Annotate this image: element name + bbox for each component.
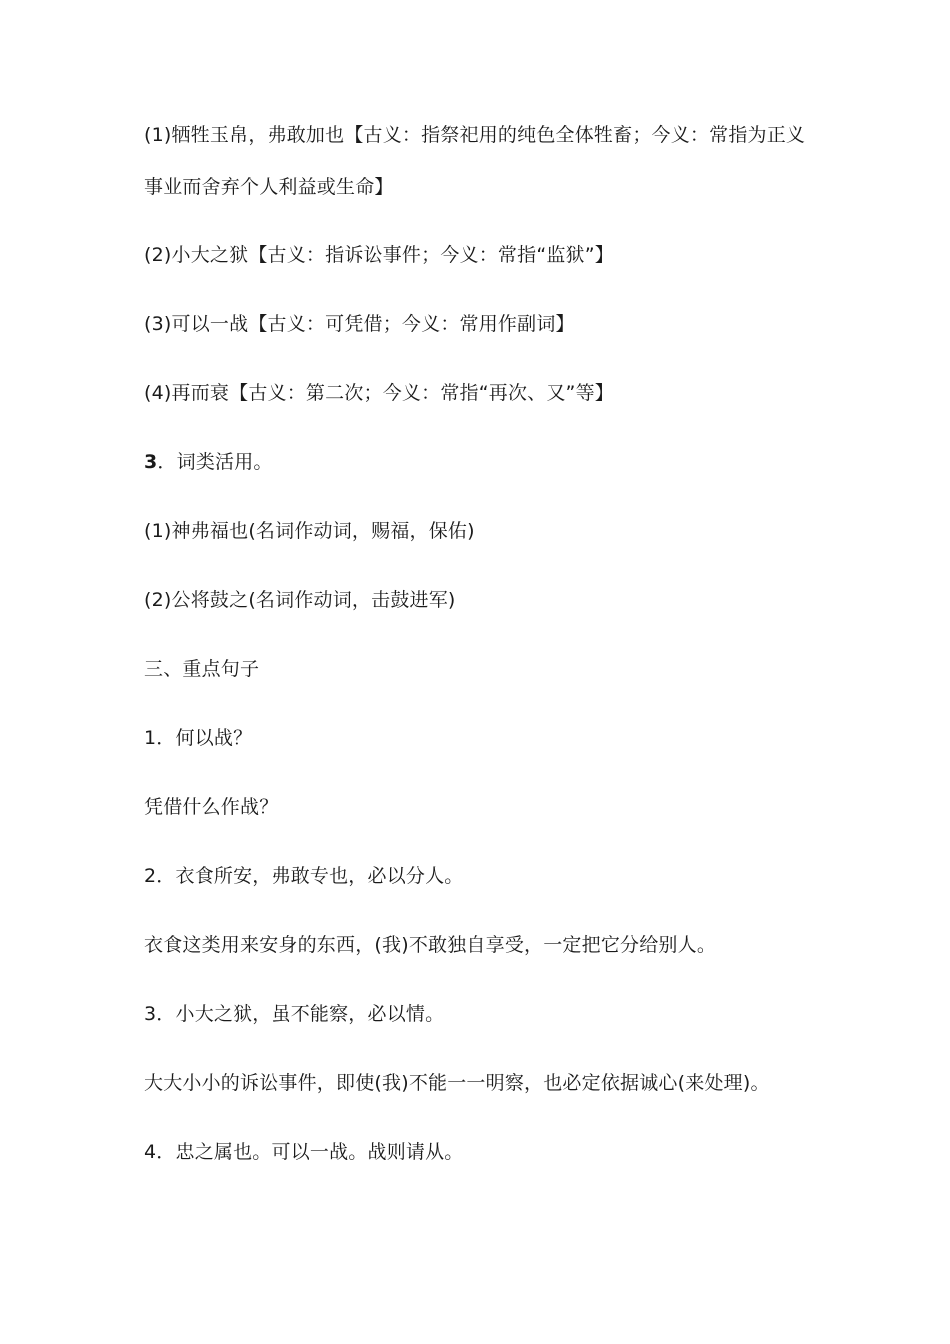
text-line: (3)可以一战【古义：可凭借；今义：常用作副词】 xyxy=(144,313,575,335)
text-line: (1)牺牲玉帛，弗敢加也【古义：指祭祀用的纯色全体牲畜；今义：常指为正义 xyxy=(144,124,806,146)
text-line: 衣食这类用来安身的东西，(我)不敢独自享受，一定把它分给别人。 xyxy=(144,934,717,956)
section-number: 3 xyxy=(144,451,158,473)
section-heading xyxy=(144,449,824,475)
text-line: 2．衣食所安，弗敢专也，必以分人。 xyxy=(144,865,464,887)
text-line: 3．小大之狱，虽不能察，必以情。 xyxy=(144,1003,445,1025)
text-line: 1．何以战？ xyxy=(144,727,253,749)
text-line: (4)再而衰【古义：第二次；今义：常指“再次、又”等】 xyxy=(144,382,615,404)
text-line: (1)神弗福也(名词作动词，赐福，保佑) xyxy=(144,520,475,542)
section-heading: 三、重点句子 xyxy=(144,658,260,680)
text-line: (2)小大之狱【古义：指诉讼事件；今义：常指“监狱”】 xyxy=(144,244,615,266)
text-line: 凭借什么作战？ xyxy=(144,796,279,818)
text-line: (2)公将鼓之(名词作动词，击鼓进军) xyxy=(144,589,456,611)
section-heading-text: ．词类活用。 xyxy=(157,451,273,473)
text-line: 事业而舍弃个人利益或生命】 xyxy=(144,176,394,198)
text-line: 4．忠之属也。可以一战。战则请从。 xyxy=(144,1141,464,1163)
text-line: 大大小小的诉讼事件，即使(我)不能一一明察，也必定依据诚心(来处理)。 xyxy=(144,1072,770,1094)
